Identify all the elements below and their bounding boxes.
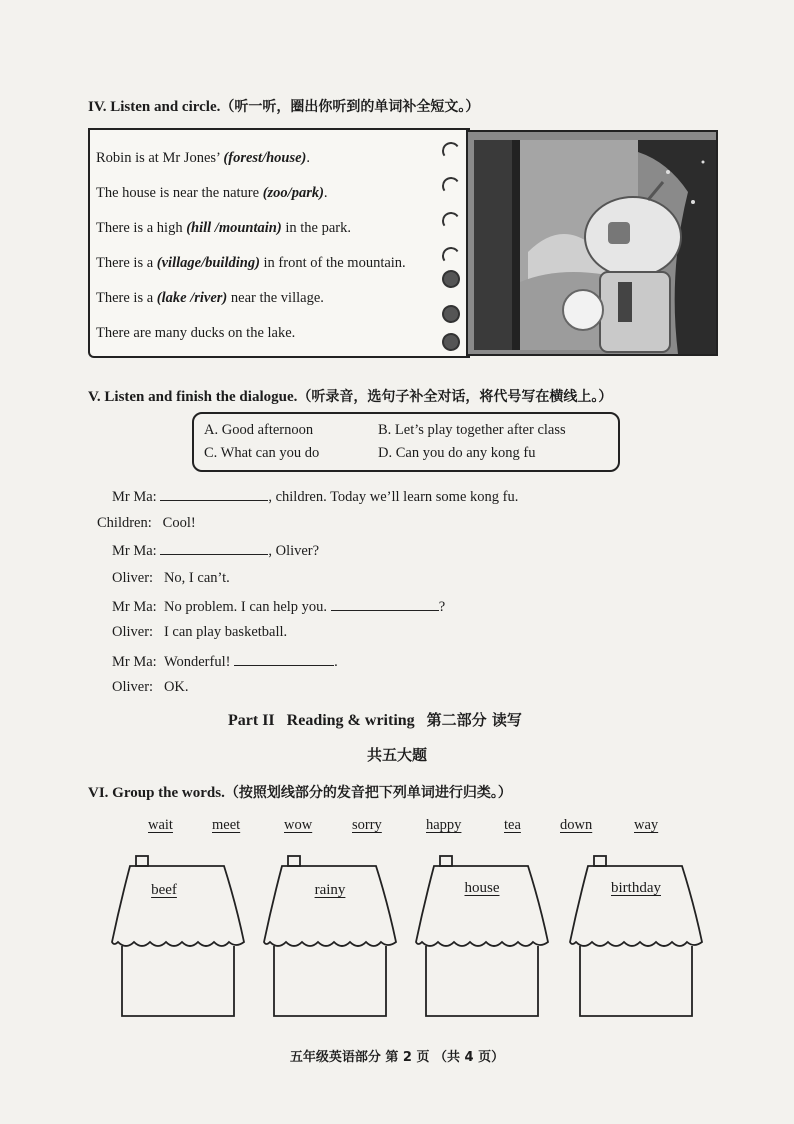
- word-way[interactable]: way: [634, 817, 659, 833]
- dialogue-line-2: Children: Cool!: [97, 515, 196, 531]
- dialogue-line-1: Mr Ma: , children. Today we’ll learn some kong fu.: [112, 486, 518, 506]
- answer-blank-3[interactable]: [331, 596, 439, 611]
- dialogue-line-6: Oliver: I can play basketball.: [112, 624, 288, 640]
- choice-hill-mountain[interactable]: (hill /mountain): [186, 220, 282, 236]
- section-4-title: IV. Listen and circle.: [88, 99, 221, 115]
- option-b: B. Let’s play together after class: [378, 422, 566, 438]
- dialogue-line-8: Oliver: OK.: [112, 679, 189, 695]
- section-4-heading: [88, 96, 479, 116]
- part-2-subtitle: Reading & writing: [286, 712, 415, 729]
- option-d: D. Can you do any kong fu: [378, 445, 536, 461]
- dialogue-line-4: Oliver: No, I can’t.: [112, 570, 230, 586]
- sentence-4: There is a (village/building) in front of the mountain.: [96, 255, 406, 271]
- option-a: A. Good afternoon: [204, 422, 314, 438]
- word-happy[interactable]: happy: [426, 817, 462, 833]
- answer-options-box: [192, 412, 620, 472]
- choice-lake-river[interactable]: (lake /river): [156, 290, 228, 306]
- choice-forest-house[interactable]: (forest/house): [223, 150, 307, 166]
- word-tea[interactable]: tea: [504, 817, 521, 833]
- section-4-instruction: （听一听，圈出你听到的单词补全短文。）: [220, 99, 480, 115]
- choice-zoo-park[interactable]: (zoo/park): [262, 185, 324, 201]
- option-c: C. What can you do: [204, 445, 320, 461]
- house-house[interactable]: [414, 854, 550, 1014]
- word-wait[interactable]: wait: [148, 817, 173, 833]
- answer-blank-4[interactable]: [234, 651, 334, 666]
- part-2-title: Part II: [228, 712, 275, 729]
- house-label-rainy: rainy: [314, 882, 346, 898]
- section-5-title: V. Listen and finish the dialogue.: [88, 389, 298, 405]
- word-wow[interactable]: wow: [284, 817, 313, 833]
- section-5-heading: [88, 386, 612, 406]
- house-rainy[interactable]: [262, 854, 398, 1014]
- house-label-beef: beef: [151, 882, 177, 898]
- sentence-6: There are many ducks on the lake.: [96, 325, 296, 341]
- house-label-house: house: [464, 880, 500, 896]
- sentence-1: Robin is at Mr Jones’ (forest/house).: [96, 150, 311, 166]
- dialogue-line-7: Mr Ma: Wonderful! .: [112, 651, 338, 671]
- dialogue-line-3: Mr Ma: , Oliver?: [112, 540, 319, 560]
- listen-circle-notebook: [88, 128, 470, 358]
- part-2-subheading: 共五大题: [366, 746, 427, 764]
- sentence-3: There is a high (hill /mountain) in the park.: [96, 220, 351, 236]
- section-6-heading: [88, 782, 512, 802]
- house-birthday[interactable]: [568, 854, 704, 1014]
- dialogue-line-5: Mr Ma: No problem. I can help you. ?: [112, 596, 445, 616]
- section-6-instruction: （按照划线部分的发音把下列单词进行归类。）: [224, 785, 512, 801]
- part-2-zh-title: 第二部分 读写: [426, 711, 522, 729]
- robot-window-image: [466, 130, 718, 356]
- answer-blank-2[interactable]: [160, 540, 268, 555]
- house-beef[interactable]: [110, 854, 246, 1014]
- page-footer: 五年级英语部分 第 2 页 （共 4 页）: [289, 1050, 505, 1065]
- word-meet[interactable]: meet: [212, 817, 241, 833]
- answer-blank-1[interactable]: [160, 486, 268, 501]
- sentence-2: The house is near the nature (zoo/park).: [96, 185, 328, 201]
- house-label-birthday: birthday: [611, 880, 661, 896]
- word-down[interactable]: down: [560, 817, 593, 833]
- word-sorry[interactable]: sorry: [352, 817, 382, 833]
- notebook-rings-icon: [442, 140, 464, 350]
- section-6-title: VI. Group the words.: [88, 785, 225, 801]
- sentence-5: There is a (lake /river) near the village.: [96, 290, 324, 306]
- choice-village-building[interactable]: (village/building): [156, 255, 260, 271]
- part-2-heading: [228, 709, 522, 730]
- section-5-instruction: （听录音，选句子补全对话，将代号写在横线上。）: [297, 389, 613, 405]
